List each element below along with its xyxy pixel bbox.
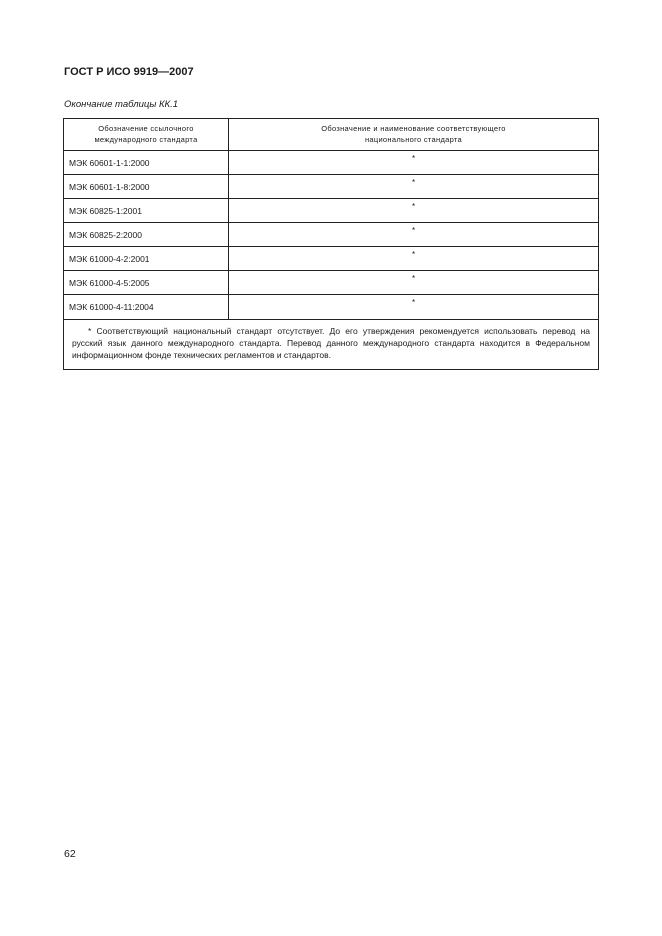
cell-national: * (229, 151, 598, 175)
cell-designation: МЭК 60601-1-1:2000 (64, 151, 229, 175)
table-row (64, 175, 598, 199)
table-header-row (64, 119, 598, 151)
cell-national: * (229, 199, 598, 223)
cell-designation: МЭК 61000-4-11:2004 (64, 295, 229, 319)
table-row (64, 247, 598, 271)
cell-national: * (229, 271, 598, 295)
table-row (64, 151, 598, 175)
table-caption: Окончание таблицы КК.1 (64, 99, 179, 110)
column-header-line: международного стандарта (94, 135, 198, 144)
cell-designation: МЭК 61000-4-5:2005 (64, 271, 229, 295)
table-row (64, 199, 598, 223)
cell-national: * (229, 223, 598, 247)
cell-designation: МЭК 60825-1:2001 (64, 199, 229, 223)
table-footnote: * Соответствующий национальный стандарт отсутствует. До его утверждения рекомендуется использовать перевод на русский язык данного международного стандарта. Перевод данного международного стандарта находится в Федеральном информационном фонде технических регламентов и стандартов. (64, 319, 598, 369)
cell-designation: МЭК 61000-4-2:2001 (64, 247, 229, 271)
column-header-line: Обозначение и наименование соответствующего (321, 124, 506, 133)
table-row (64, 223, 598, 247)
cell-designation: МЭК 60825-2:2000 (64, 223, 229, 247)
table-row (64, 295, 598, 319)
cell-designation: МЭК 60601-1-8:2000 (64, 175, 229, 199)
column-header-line: Обозначение ссылочного (98, 124, 194, 133)
reference-standards-table (63, 118, 599, 370)
table-row (64, 271, 598, 295)
table-body (64, 151, 598, 319)
document-header: ГОСТ Р ИСО 9919—2007 (64, 66, 194, 78)
column-header-international-standard (64, 119, 229, 150)
cell-national: * (229, 247, 598, 271)
cell-national: * (229, 175, 598, 199)
cell-national: * (411, 298, 416, 307)
column-header-line: национального стандарта (364, 135, 463, 144)
column-header-national-standard (229, 119, 598, 150)
page-number: 62 (64, 848, 76, 860)
